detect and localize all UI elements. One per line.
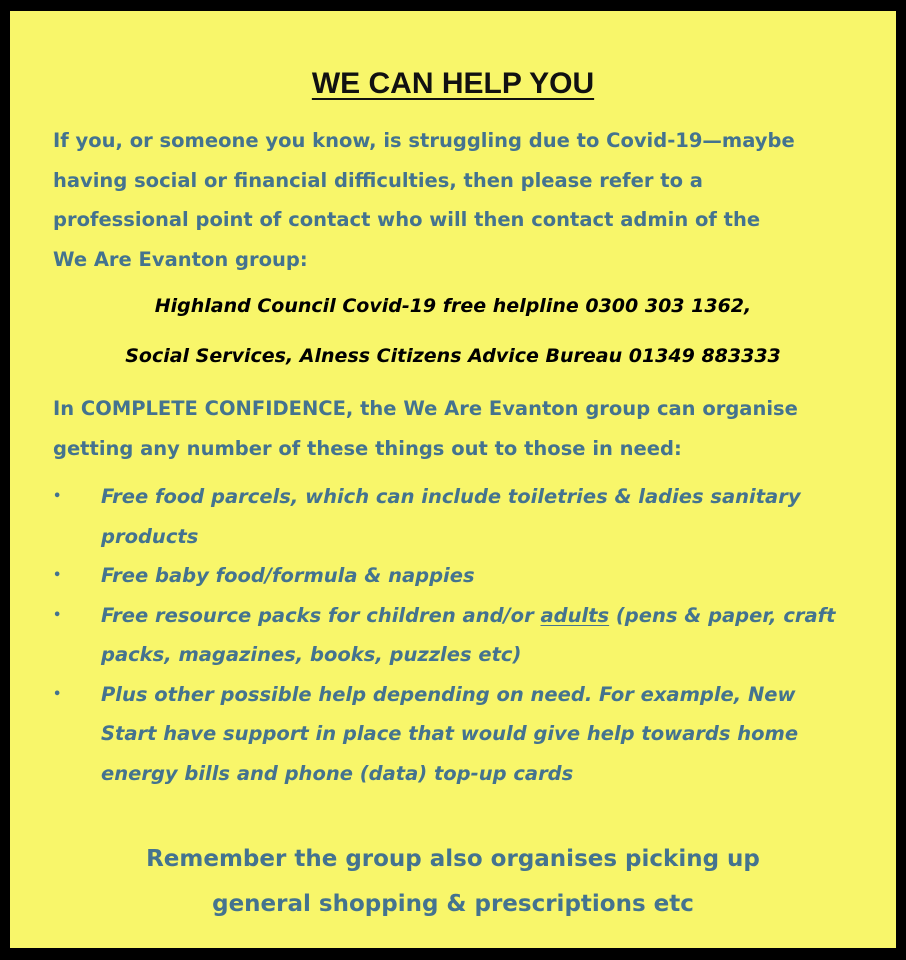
- intro-line: We Are Evanton group:: [53, 247, 308, 271]
- poster-panel: [10, 11, 896, 948]
- list-item-line: Plus other possible help depending on need. For example, New: [101, 682, 796, 706]
- list-item-text: Free resource packs for children and/or: [101, 603, 541, 627]
- bullet-icon: •: [53, 686, 62, 702]
- intro-line: If you, or someone you know, is struggling due to Covid-19—maybe: [53, 129, 795, 152]
- list-item: [53, 675, 883, 794]
- help-list: [53, 477, 883, 793]
- list-item: [53, 556, 883, 596]
- list-item-line: products: [101, 524, 199, 548]
- citizens-advice-contact: Social Services, Alness Citizens Advice Bureau 01349 883333: [125, 345, 781, 367]
- intro-line: professional point of contact who will then contact admin of the: [53, 208, 761, 231]
- intro-paragraph: [53, 121, 853, 279]
- list-item-line: Start have support in place that would give help towards home: [101, 722, 799, 745]
- confidence-line: getting any number of these things out to those in need:: [53, 436, 682, 460]
- list-item-line: Free food parcels, which can include toiletries & ladies sanitary: [101, 485, 801, 508]
- list-item: [53, 477, 883, 556]
- confidence-line: In COMPLETE CONFIDENCE, the We Are Evanton group can organise: [53, 397, 798, 420]
- reminder-line: Remember the group also organises picking up: [146, 846, 760, 872]
- bullet-icon: •: [53, 568, 62, 583]
- underlined-word: adults: [540, 603, 610, 627]
- list-item-line: packs, magazines, books, puzzles etc): [101, 643, 522, 666]
- bullet-icon: •: [53, 489, 62, 504]
- confidence-paragraph: [53, 389, 873, 468]
- list-item-line: energy bills and phone (data) top-up cards: [101, 761, 574, 785]
- list-item-text: (pens & paper, craft: [609, 603, 836, 627]
- reminder-text: [10, 837, 896, 927]
- intro-line: having social or financial difficulties, then please refer to a: [53, 168, 703, 192]
- bullet-icon: •: [53, 607, 62, 623]
- list-item-line: Free baby food/formula & nappies: [101, 564, 475, 587]
- helpline-contact: Highland Council Covid-19 free helpline 0300 303 1362,: [154, 295, 752, 317]
- reminder-line: general shopping & prescriptions etc: [212, 891, 694, 917]
- poster-title: WE CAN HELP YOU: [311, 67, 595, 100]
- list-item: [53, 596, 883, 675]
